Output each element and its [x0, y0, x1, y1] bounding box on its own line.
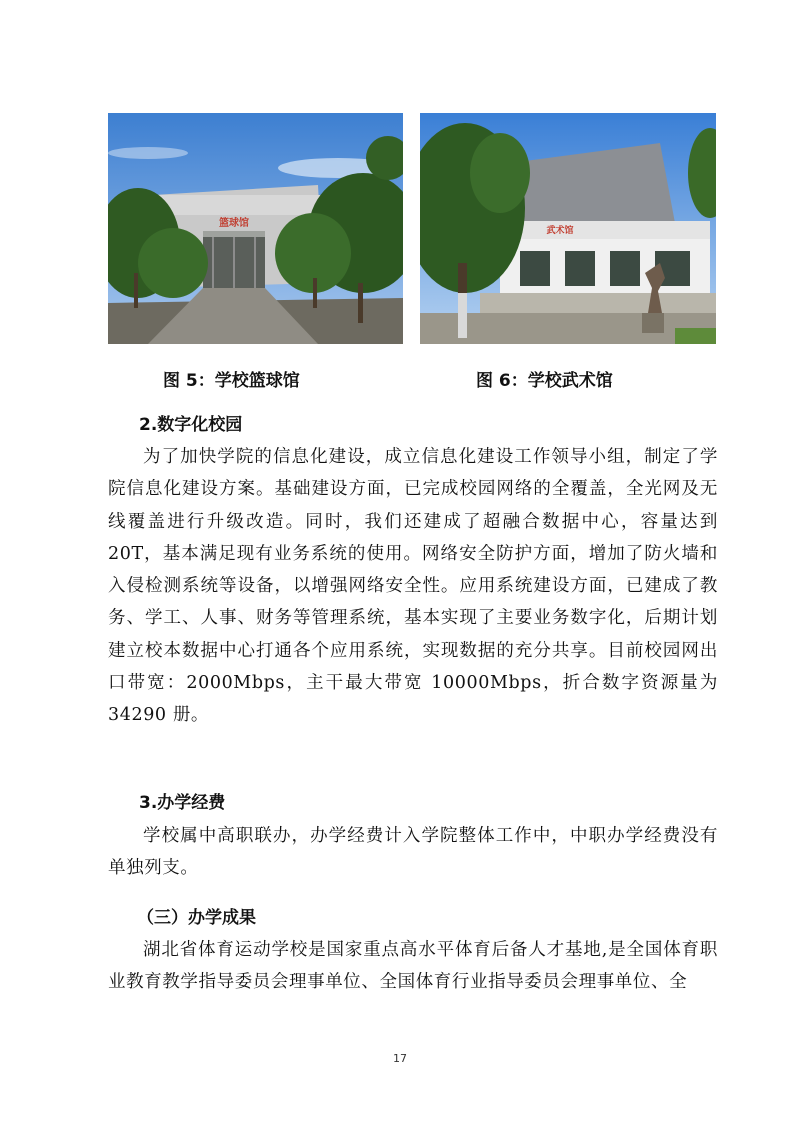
- paragraph-digital-campus: 为了加快学院的信息化建设，成立信息化建设工作领导小组，制定了学院信息化建设方案。基础建设方面，已完成校园网络的全覆盖，全光网及无线覆盖进行升级改造。同时，我们还建成了超融合数据中心，容量达到 20T，基本满足现有业务系统的使用。网络安全防护方面，增加了防火墙和入侵检测系统等设备，以增强网络安全性。应用系统建设方面，已建成了教务、学工、人事、财务等管理系统，基本实现了主要业务数字化，后期计划建立校本数据中心打通各个应用系统，实现数据的充分共享。目前校园网出口带宽：2000Mbps，主干最大带宽 10000Mbps，折合数字资源量为 34290 册。: [108, 447, 718, 726]
- paragraph-results: 湖北省体育运动学校是国家重点高水平体育后备人才基地,是全国体育职业教育教学指导委员会理事单位、全国体育行业指导委员会理事单位、全: [108, 940, 718, 993]
- martial-arts-hall-sign: 武术馆: [546, 226, 574, 236]
- basketball-hall-sign: 篮球馆: [219, 218, 249, 229]
- page-number: 17: [393, 1052, 407, 1065]
- paragraph-funding: 学校属中高职联办，办学经费计入学院整体工作中，中职办学经费没有单独列支。: [108, 826, 718, 879]
- basketball-hall-photo: [108, 113, 403, 344]
- figure-5-caption: 图 5：学校篮球馆: [163, 371, 300, 391]
- martial-arts-hall-photo: [420, 113, 716, 344]
- section-heading-results: （三）办学成果: [137, 908, 256, 928]
- section-heading-digital-campus: 2.数字化校园: [139, 415, 243, 435]
- section-heading-funding: 3.办学经费: [139, 793, 226, 813]
- figure-6-caption: 图 6：学校武术馆: [476, 371, 613, 391]
